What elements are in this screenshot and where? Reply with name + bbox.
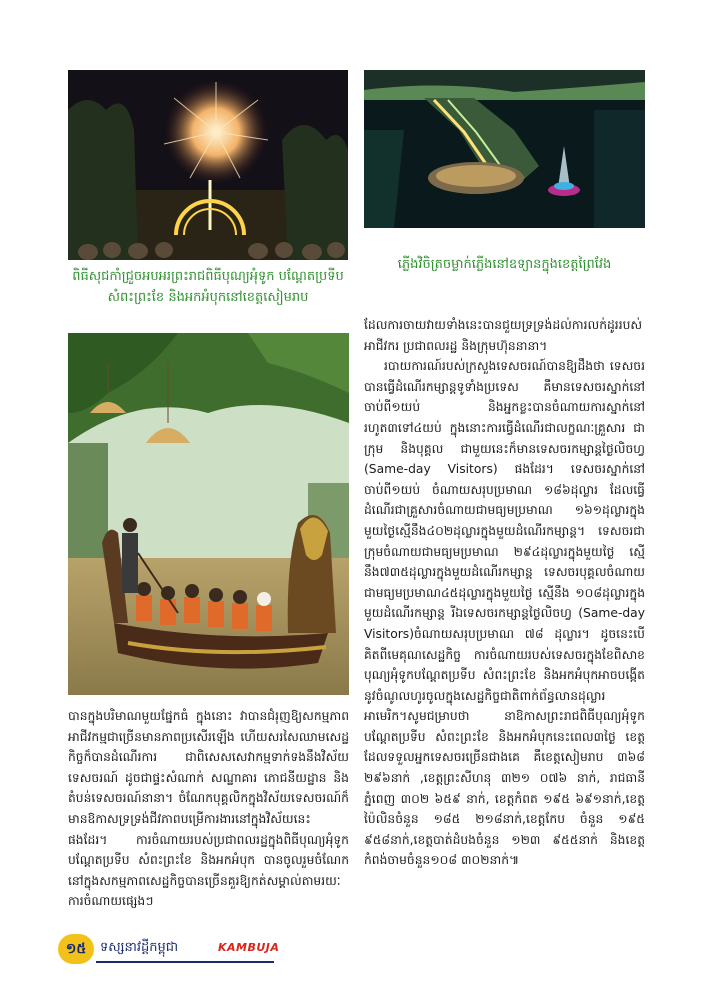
fireworks-caption: ពិធីសុជកាំជ្រួចអបអរព្រះរាជពិធីបុណ្យអុំទូក បណ្តែតប្រទីប សំពះព្រះខែ និងអកអំបុកនៅខេត្តសៀមរាប <box>72 269 344 305</box>
paragraph: របាយការណ៍របស់ក្រសួងទេសចរណ៍បានឱ្យដឹងថា ទេសចរបានធ្វើដំណើរកម្សាន្តទូទាំងប្រទេស គឺមានទេសចរស្នាក់នៅចាប់ពី១យប់ និងអ្នកខ្លះបានចំណាយការស្នាក់នៅរហូត៣ទៅ៤យប់ ក្នុងនោះការធ្វើដំណើរជាលក្ខណៈគ្រួសារ ជាក្រុម និងបុគ្គល ជាមួយនេះក៏មានទេសចរកម្សាន្តថ្ងៃលិចហ្វ (Same-day Visitors) ផងដែរ។ ទេសចរស្នាក់នៅចាប់ពី១យប់ ចំណាយសរុបប្រមាណ ១៨៦ដុល្លារ ដែលធ្វើដំណើរជាគ្រួសារចំណាយជាមធ្យមប្រមាណ ១៦១ដុល្លារក្នុងមួយថ្ងៃស្មើនឹង៤០២ដុល្លារក្នុងមួយដំណើរកម្សាន្ត។ ទេសចរជាក្រុមចំណាយជាមធ្យមប្រមាណ ២៩៤ដុល្លារក្នុងមួយថ្ងៃ ស្មើនឹង៧៣៥ដុល្លារក្នុងមួយដំណើរកម្សាន្ត ទេសចរបុគ្គលចំណាយជាមធ្យមប្រមាណ៤៥ដុល្លារក្នុងមួយថ្ងៃ ស្មើនឹង ១០៨ដុល្លារក្នុងមួយដំណើរកម្សាន្ត រីឯទេសចរកម្សាន្តថ្ងៃលិចហ្វ (Same-day Visitors)ចំណាយសរុបប្រមាណ ៧៨ ដុល្លារ។ ដូចនេះបើគិតពីមេគុណសេដ្ឋកិច្ច ការចំណាយរបស់ទេសចរក្នុងខែពិសាខបុណ្យអុំទូកបណ្តែតប្រទីប សំពះព្រះខែ និងអកអំបុកអាចបង្កើតនូវចំណូលហូរចូលក្នុងសេដ្ឋកិច្ចជាតិពាក់ព័ន្ធលានដុល្លារអាមេរិក។សូមជម្រាបថា នាឱកាសព្រះរាជពិធីបុណ្យអុំទូកបណ្តែតប្រទីប សំពះព្រះខែ និងអកអំបុកនេះពេល៣ថ្ងៃ ខេត្តដែលទទួលអ្នកទេសចរច្រើនជាងគេ គឺខេត្តសៀមរាប ៣៦៨ ២៩៦នាក់ ,ខេត្តព្រះសីហនុ ៣២១ ០៧៦ នាក់, រាជធានីភ្នំពេញ ៣០២ ៦៥៩ នាក់, ខេត្តកំពត ១៩៥ ៦៩១នាក់,ខេត្តប៉ៃលិនចំនួន ១៨៥ ២១៨នាក់,ខេត្តកែប ចំនួន ១៩៥ ៩៥៨នាក់,ខេត្តបាត់ដំបងចំនួន ១២៣ ៩៥៥នាក់ និងខេត្តកំពង់ចាមចំនួន១០៨ ៣០២នាក់៕ <box>364 359 645 868</box>
right-text-column <box>364 315 645 871</box>
fireworks-photo <box>68 70 348 260</box>
boat-photo <box>68 333 349 695</box>
footer-rule <box>96 961 274 963</box>
paragraph: បានក្នុងបរិមាណមួយផ្នែកធំ ក្នុងនោះ វាបានជំរុញឱ្យសកម្មភាពអាជីវកម្មជាច្រើនមានភាពប្រសើរឡើង ហើយសរសៃឈាមសេដ្ឋកិច្ចក៏បានដំណើរការ ជាពិសេសសេវាកម្មទាក់ទងនឹងវិស័យទេសចរណ៍ ដូចជាផ្ទះសំណាក់ សណ្ឋាគារ ភោជនីយដ្ឋាន និងតំបន់ទេសចរណ៍នានា។ ចំណែកបុគ្គលិកក្នុងវិស័យទេសចរណ៍ក៏មានឱកាសទ្រទ្រង់ជីវភាពបម្រើការងារនៅក្នុងវិស័យនេះផងដែរ។ ការចំណាយរបស់ប្រជាពលរដ្ឋក្នុងពិធីបុណ្យអុំទូកបណ្តែតប្រទីប សំពះព្រះខែ និងអកអំបុក បានចូលរួមចំណែកនៅក្នុងសកម្មភាពសេដ្ឋកិច្ចបានច្រើនគួរឱ្យកត់សម្គាល់តាមរយៈការចំណាយផ្សេងៗ <box>68 709 349 909</box>
light-sculpture-photo <box>364 70 645 228</box>
paragraph: ដែលការចាយវាយទាំងនេះបានជួយទ្រទ្រង់ដល់ការលក់ដូររបស់អាជីវករ ប្រជាពលរដ្ឋ និងក្រុមហ៊ុននានា។ <box>364 318 643 353</box>
left-text-column <box>68 706 349 912</box>
page-footer <box>58 934 278 968</box>
magazine-title: ទស្សនាវដ្តីកម្ពុជា <box>100 940 179 955</box>
magazine-brand: KAMBUJA <box>218 941 280 954</box>
lights-caption: ភ្លើងវិចិត្រចម្លាក់ភ្លើងនៅឧទ្យានក្នុងខេត្តព្រៃវែង <box>397 257 612 272</box>
page-number: ១៥ <box>58 934 94 964</box>
